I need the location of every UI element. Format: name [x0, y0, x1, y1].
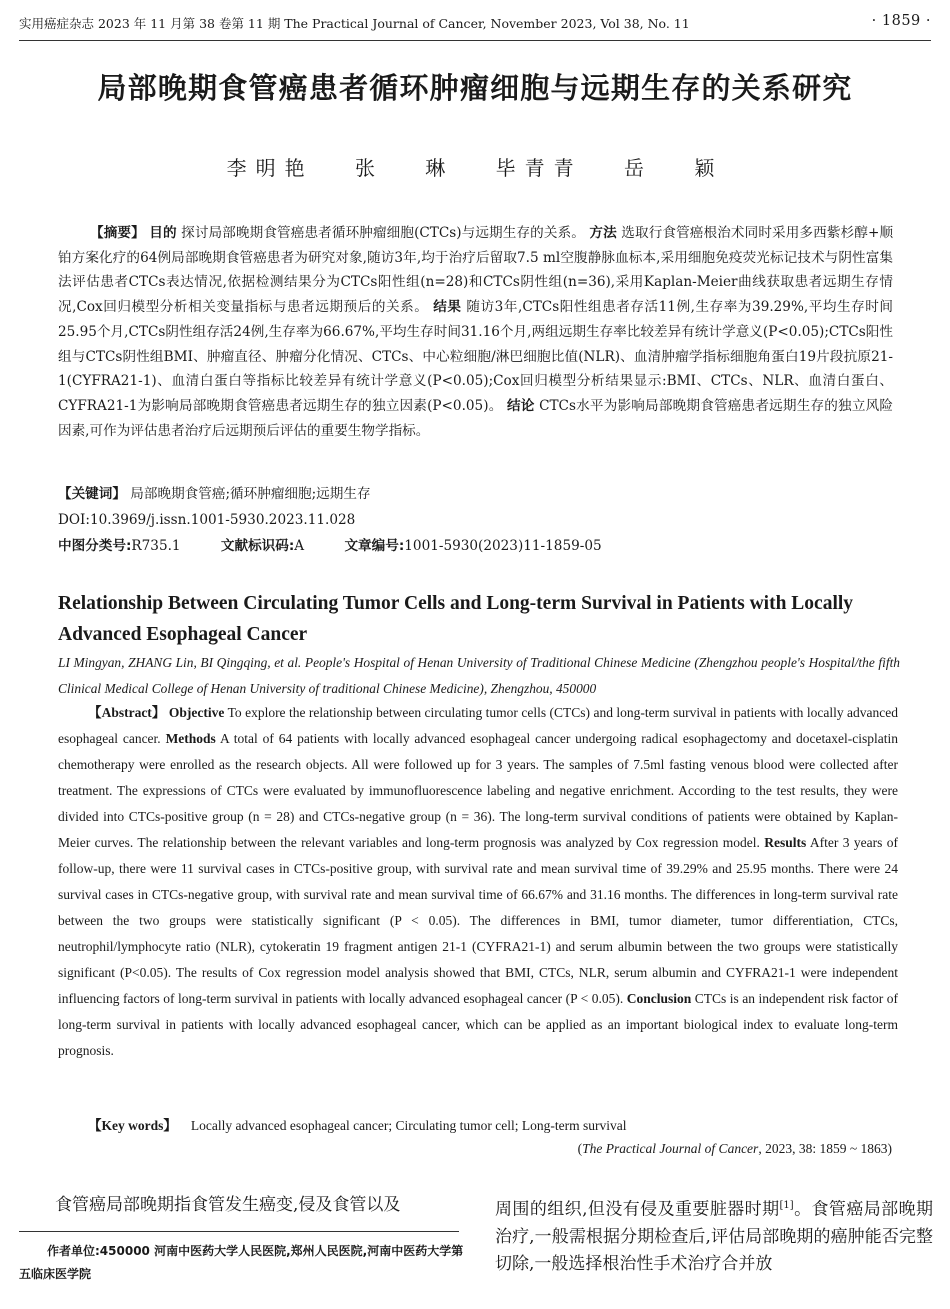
keywords-en-text: Locally advanced esophageal cancer; Circulating tumor cell; Long-term survival — [190, 1118, 627, 1133]
citation — [578, 1141, 892, 1157]
conclusion-en-label: Conclusion — [626, 991, 692, 1006]
methods-en-label: Methods — [165, 731, 216, 746]
authors-english: LI Mingyan, ZHANG Lin, BI Qingqing, et al. People's Hospital of Henan University of Traditional Chinese Medicine (Zhengzhou people's Hospital/the fifth Clinical Medical College of Henan University of traditional Chinese Medicine), Zhengzhou, 450000 — [58, 655, 900, 696]
doc-value: A — [294, 538, 305, 554]
author-affiliation: 作者单位:450000 河南中医药大学人民医院,郑州人民医院,河南中医药大学第五临床医学院 — [19, 1244, 464, 1281]
methods-label: 方法 — [589, 225, 617, 241]
results-text: 随访3年,CTCs阳性组患者存活11例,生存率为39.29%,平均生存时间25.95个月,CTCs阴性组存活24例,生存率为66.67%,平均生存时间31.16个月,两组远期生存率比较差异有统计学意义(P<0.05);CTCs阳性组与CTCs阴性组BMI、肿瘤直径、肿瘤分化情况、CTCs、中心粒细胞/淋巴细胞比值(NLR)、血清肿瘤学指标细胞角蛋白19片段抗原21-1(CYFRA21-1)、血清白蛋白等指标比较差异有统计学意义(P<0.05);Cox回归模型分析结果显示:BMI、CTCs、NLR、血清白蛋白、CYFRA21-1为影响局部晚期食管癌患者远期生存的独立因素(P<0.05)。 — [58, 299, 894, 414]
journal-line: 实用癌症杂志 2023 年 11 月第 38 卷第 11 期 The Practical Journal of Cancer, November 2023, Vol 38, No. 11 — [19, 16, 690, 31]
keywords-text: 局部晚期食管癌;循环肿瘤细胞;远期生存 — [130, 486, 371, 502]
conclusion-text: CTCs水平为影响局部晚期食管癌患者远期生存的独立风险因素,可作为评估患者治疗后远期预后评估的重要生物学指标。 — [58, 397, 894, 439]
abstract-label: 【摘要】 — [90, 225, 145, 241]
doi: DOI:10.3969/j.issn.1001-5930.2023.11.028 — [58, 512, 356, 528]
keywords-english — [88, 1114, 626, 1134]
classification-meta — [58, 534, 893, 559]
conclusion-label: 结论 — [507, 397, 535, 414]
citation-journal: The Practical Journal of Cancer — [582, 1141, 759, 1156]
clc-label: 中图分类号: — [58, 538, 132, 554]
abstract-chinese — [58, 221, 893, 443]
objective-en-text: To explore the relationship between circulating tumor cells (CTCs) and long-term survival in patients with locally advanced esophageal cancer. — [58, 705, 898, 746]
methods-en-text: A total of 64 patients with locally advanced esophageal cancer undergoing radical esophagectomy and docetaxel-cisplatin chemotherapy were enrolled as the research objects. All were followed up for 3 years. The samples of 7.5ml fasting venous blood were collected after treatment. The expressions of CTCs were evaluated by immunofluorescence labeling and negative enrichment. According to the test results, they were divided into CTCs-positive group (n = 28) and CTCs-negative group (n = 36). The long-term survival conditions of patients were obtained by Kaplan-Meier curves. The relationship between the relevant variables and long-term prognosis was analyzed by Cox regression model. — [58, 731, 899, 850]
keywords-label: 【关键词】 — [58, 486, 126, 502]
doc-label: 文献标识码: — [220, 538, 295, 554]
body-right-text-cont: 。食管癌局部晚期治疗,一般需根据分期检查后,评估局部晚期的癌肿能否完整切除,一般选择根治性手术治疗合并放 — [495, 1199, 934, 1274]
results-label: 结果 — [433, 299, 462, 316]
title-english: Relationship Between Circulating Tumor Cells and Long-term Survival in Patients with Locally Advanced Esophageal Cancer — [58, 593, 854, 645]
clc-value: R735.1 — [131, 538, 181, 554]
keywords-en-label: 【Key words】 — [88, 1118, 177, 1133]
footnote-divider — [19, 1231, 459, 1232]
conclusion-en-text: CTCs is an independent risk factor of long-term survival in patients with locally advanced esophageal cancer, which can be applied as an important biological index to evaluate long-term prognosis. — [58, 991, 899, 1058]
citation-open: ( — [577, 1141, 583, 1156]
body-column-right — [495, 1192, 933, 1278]
article-value: 1001-5930(2023)11-1859-05 — [404, 538, 602, 554]
keywords-chinese — [58, 482, 893, 507]
results-en-label: Results — [764, 835, 807, 850]
body-column-left — [19, 1192, 464, 1286]
objective-en-label: Objective — [168, 705, 225, 720]
results-en-text: After 3 years of follow-up, there were 11 survival cases in CTCs-positive group, with survival rate and mean survival time of 39.29% and 25.95 months. There were 24 survival cases in CTCs-negative group, with survival rate and mean survival time of 66.67% and 31.16 months. The differences in long-term survival rate between the two groups were statistically significant (P < 0.05). The differences in BMI, tumor diameter, tumor differentiation, CTCs, neutrophil/lymphocyte ratio (NLR), cytokeratin 19 fragment antigen 21-1 (CYFRA21-1) and serum albumin between the two groups were statistically significant (P<0.05). The results of Cox regression model analysis showed that BMI, CTCs, NLR, serum albumin and CYFRA21-1 were independent influencing factors of long-term survival in patients with locally advanced esophageal cancer (P < 0.05). — [58, 835, 899, 1006]
authors-chinese: 李明艳 张 琳 毕青青 岳 颖 — [226, 156, 724, 180]
abstract-english — [58, 700, 898, 1064]
methods-text: 选取行食管癌根治术同时采用多西紫杉醇+顺铂方案化疗的64例局部晚期食管癌患者为研究对象,随访3年,均于治疗后留取7.5 ml空腹静脉血标本,采用细胞免疫荧光标记技术与阴性富集法评估患者CTCs表达情况,依据检测结果分为CTCs阳性组(n=28)和CTCs阴性组(n=36),采用Kaplan-Meier曲线获取患者远期生存情况,Cox回归模型分析相关变量指标与患者远期预后的关系。 — [58, 225, 894, 316]
running-header — [19, 14, 931, 41]
article-label: 文章编号: — [344, 538, 405, 554]
reference-marker[interactable]: [1] — [779, 1200, 794, 1211]
body-paragraph: 食管癌局部晚期指食管发生癌变,侵及食管以及 — [55, 1195, 401, 1215]
body-right-text: 周围的组织,但没有侵及重要脏器时期 — [495, 1199, 780, 1220]
citation-rest: , 2023, 38: 1859 ~ 1863) — [758, 1141, 892, 1156]
page-number: · 1859 · — [871, 13, 931, 29]
title-chinese: 局部晚期食管癌患者循环肿瘤细胞与远期生存的关系研究 — [97, 71, 853, 105]
objective-label: 目的 — [149, 225, 177, 241]
objective-text: 探讨局部晚期食管癌患者循环肿瘤细胞(CTCs)与远期生存的关系。 — [181, 225, 585, 241]
abstract-en-label: 【Abstract】 — [88, 705, 166, 720]
